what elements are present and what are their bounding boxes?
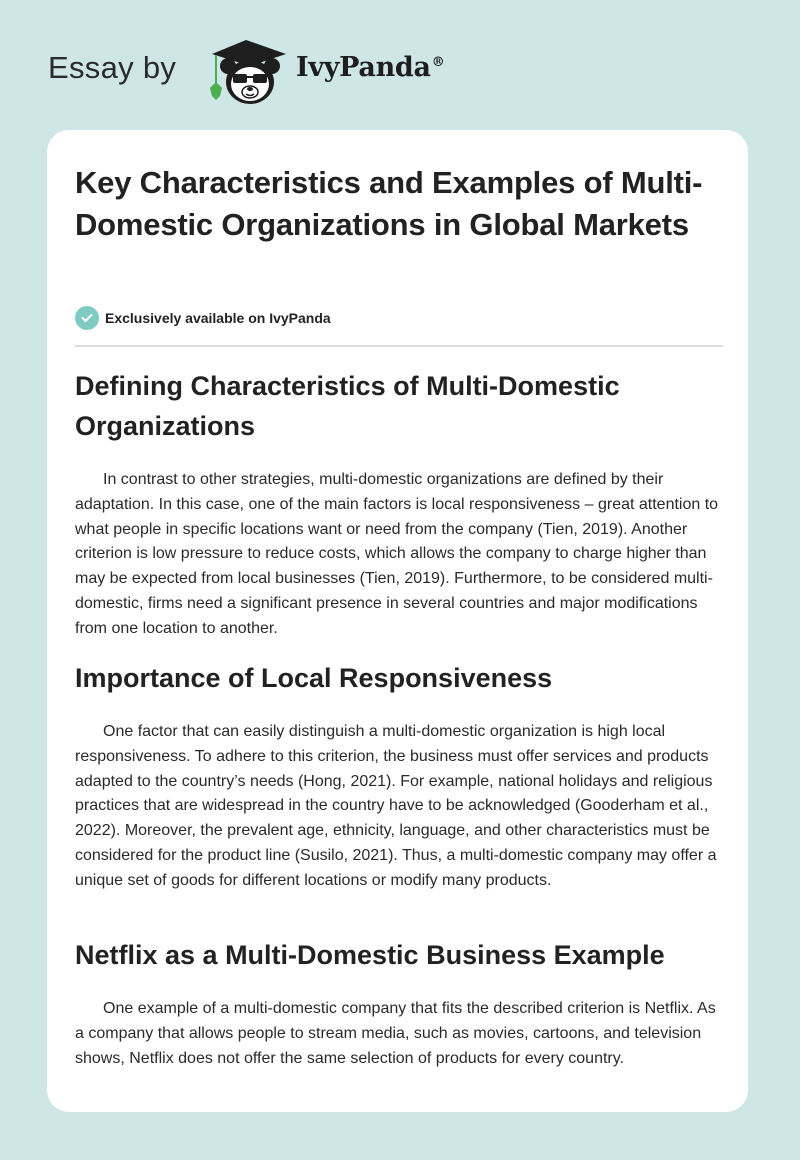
exclusive-label: Exclusively available on IvyPanda	[105, 310, 331, 326]
section-heading-local-responsiveness: Importance of Local Responsiveness	[75, 663, 553, 693]
page-title: Key Characteristics and Examples of Multi-Domestic Organizations in Global Markets	[75, 165, 703, 242]
divider	[75, 345, 723, 347]
section-paragraph-netflix: One example of a multi-domestic company that fits the described criterion is Netflix. As a company that allows people to stream media, such as movies, cartoons, and television shows, Netflix does not offer the same selection of products for every country.	[75, 1000, 716, 1067]
section-paragraph-local-responsiveness: One factor that can easily distinguish a multi-domestic organization is high local responsiveness. To adhere to this criterion, the business must offer services and products adapted to the country’s needs (Hong, 2021). For example, national holidays and religious practices that are widespread in the country have to be acknowledged (Gooderham et al., 2022). Moreover, the prevalent age, ethnicity, language, and other characteristics must be considered for the product line (Susilo, 2021). Thus, a multi-domestic company may offer a unique set of goods for different locations or modify many products.	[75, 723, 717, 889]
exclusive-badge	[75, 306, 331, 330]
panda-graduate-icon[interactable]	[200, 36, 292, 108]
section-heading-netflix: Netflix as a Multi-Domestic Business Example	[75, 940, 665, 970]
section-heading-defining: Defining Characteristics of Multi-Domestic Organizations	[75, 371, 620, 441]
brand-name[interactable]: IvyPanda®	[296, 52, 445, 83]
check-circle-icon	[75, 306, 99, 330]
site-header	[0, 0, 800, 130]
essay-by-label: Essay by	[48, 50, 177, 85]
essay-card	[47, 130, 748, 1112]
section-paragraph-defining: In contrast to other strategies, multi-domestic organizations are defined by their adaptation. In this case, one of the main factors is local responsiveness – great attention to what people in specific locations want or need from the company (Tien, 2019). Another criterion is low pressure to reduce costs, which allows the company to charge higher than may be expected from local businesses (Tien, 2019). Furthermore, to be considered multi-domestic, firms need a significant presence in several countries and major modifications from one location to another.	[75, 471, 719, 637]
